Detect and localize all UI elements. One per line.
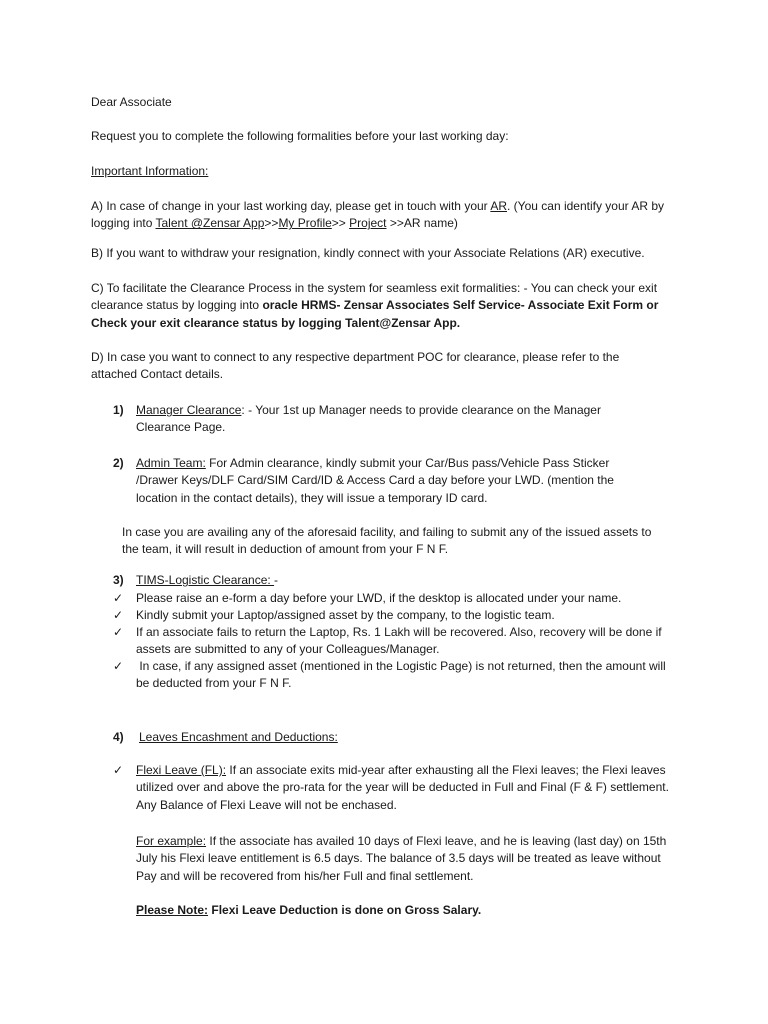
logistic-check-1: Please raise an e-form a day before your LWD, if the desktop is allocated under your name. [136,591,622,605]
item-4-number: 4) [113,730,124,744]
check-mark-icon: ✓ [113,625,124,639]
example-paragraph: For example: If the associate has availed 10 days of Flexi leave, and he is leaving (last day) on 15th July his Flexi leave entitlement is 6.5 days. The balance of 3.5 days will be treated as leave without Pay and will be recovered from his/her Full and final settlement. [136,834,667,883]
my-profile-link[interactable]: My Profile [278,216,332,231]
logistic-check-2: Kindly submit your Laptop/assigned asset by the company, to the logistic team. [136,608,555,622]
talent-app-link[interactable]: Talent @Zensar App [155,216,265,231]
item-1-manager-clearance: Manager Clearance: - Your 1st up Manager needs to provide clearance on the Manager Clearance Page. [136,403,601,435]
item-2-number: 2) [113,456,124,470]
check-mark-icon: ✓ [113,608,124,622]
paragraph-d: D) In case you want to connect to any respective department POC for clearance, please refer to the attached Contact details. [91,350,620,382]
logistic-check-4: In case, if any assigned asset (mentioned in the Logistic Page) is not returned, then the amount will be deducted from your F N F. [136,659,669,691]
admin-note: In case you are availing any of the aforesaid facility, and failing to submit any of the issued assets to the team, it will result in deduction of amount from your F N F. [122,525,652,557]
check-mark-icon: ✓ [113,591,124,605]
greeting: Dear Associate [91,95,172,109]
item-3-number: 3) [113,573,124,587]
flexi-leave-paragraph: Flexi Leave (FL): If an associate exits mid-year after exhausting all the Flexi leaves; the Flexi leaves utilized over and above the pro-rata for the year will be deducted in Full and Final (F & F) settlement. Any Balance of Flexi Leave will not be enchased. [136,763,669,812]
check-mark-icon: ✓ [113,763,124,777]
please-note: Please Note: Flexi Leave Deduction is done on Gross Salary. [136,903,482,917]
paragraph-a: A) In case of change in your last working day, please get in touch with your AR. (You can identify your AR by logging into Talent @Zensar App>>My Profile>> Project >>AR name) [91,199,664,231]
check-mark-icon: ✓ [113,659,124,673]
item-4-leaves-heading: Leaves Encashment and Deductions: [139,730,338,744]
request-line: Request you to complete the following formalities before your last working day: [91,129,509,143]
important-heading: Important Information: [91,164,209,178]
project-link[interactable]: Project [349,216,387,231]
item-3-tims-logistic: TIMS-Logistic Clearance: - [136,573,279,587]
paragraph-b: B) If you want to withdraw your resignation, kindly connect with your Associate Relations (AR) executive. [91,246,645,260]
item-2-admin-team: Admin Team: For Admin clearance, kindly submit your Car/Bus pass/Vehicle Pass Sticker /Drawer Keys/DLF Card/SIM Card/ID & Access Card a day before your LWD. (mention the location in the contact details), they will issue a temporary ID card. [136,456,614,505]
ar-link[interactable]: AR [490,199,508,213]
item-1-number: 1) [113,403,124,417]
paragraph-c: C) To facilitate the Clearance Process in the system for seamless exit formalities: - You can check your exit clearance status by logging into oracle HRMS- Zensar Associates Self Service- Associate Exit Form or Check your exit clearance status by logging Talent@Zensar App. [91,281,659,330]
logistic-check-3: If an associate fails to return the Laptop, Rs. 1 Lakh will be recovered. Also, recovery will be done if assets are submitted to any of your Colleagues/Manager. [136,625,662,657]
